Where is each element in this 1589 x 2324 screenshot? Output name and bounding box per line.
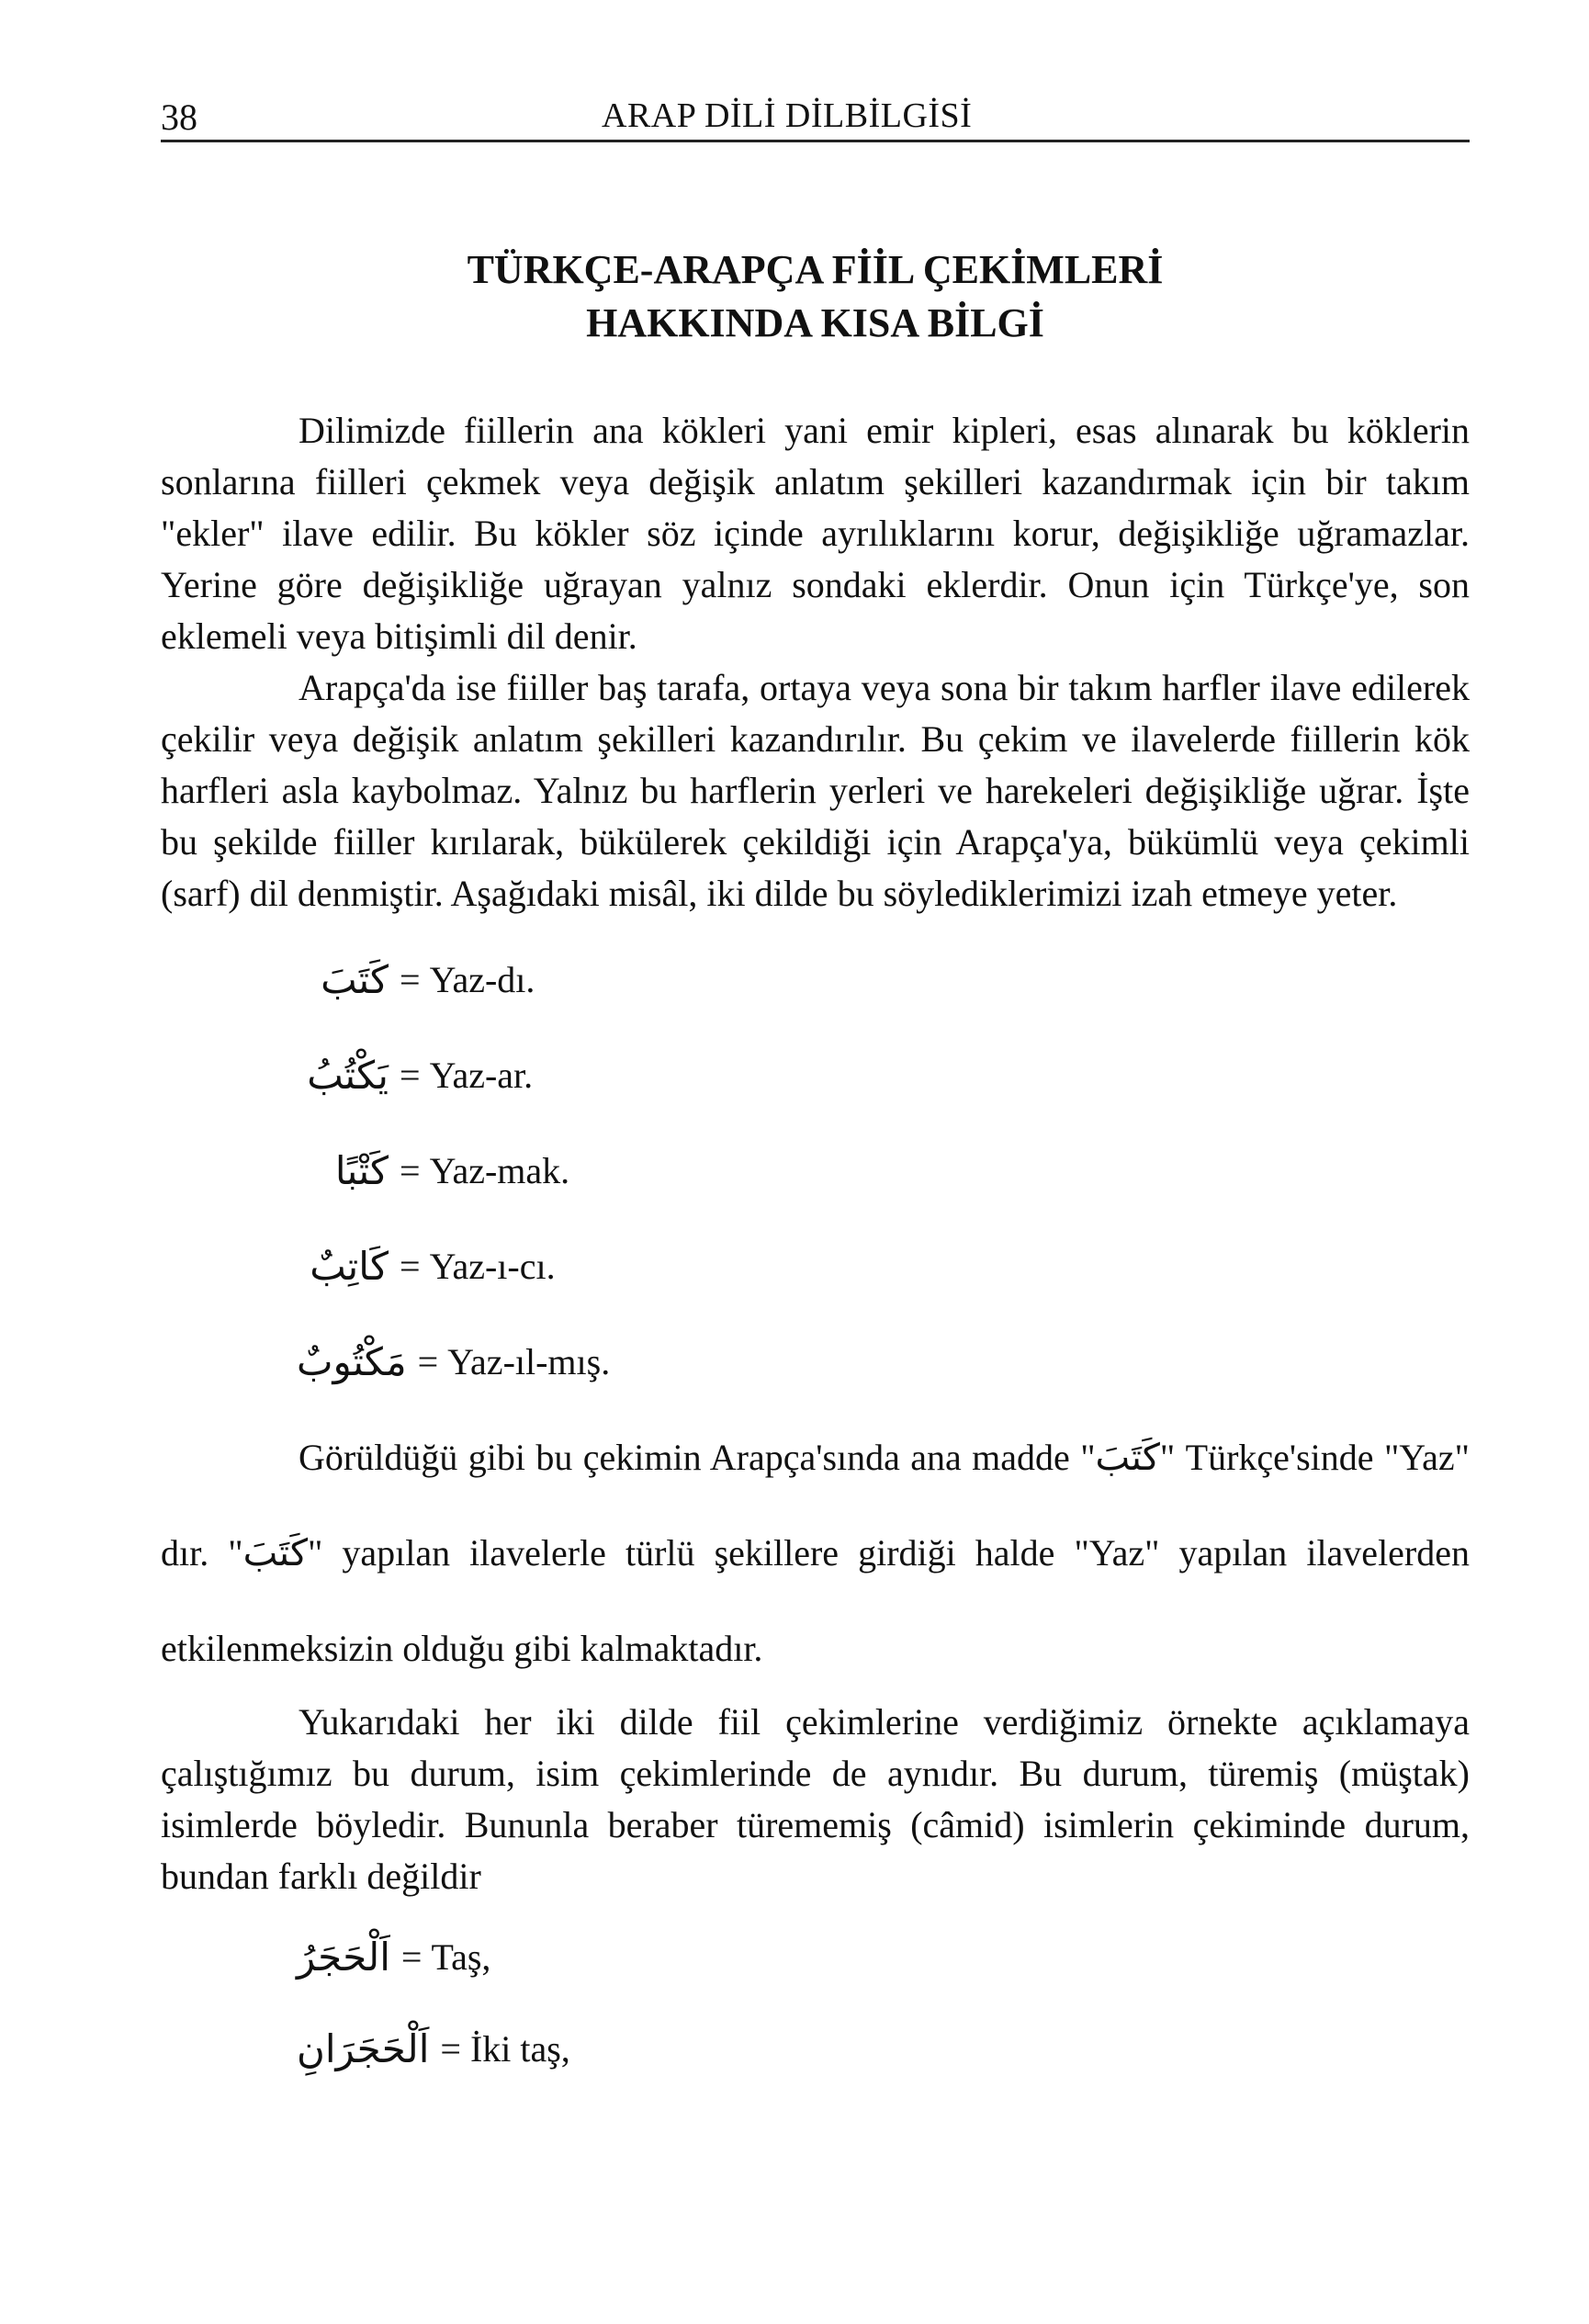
arabic-word: اَلْحَجَرُ	[297, 1935, 390, 1980]
paragraph-3-end: " yapılan ilavelerle türlü şekillere girdiği halde "Yaz" yapılan ilavelerden etkilenmeksizin olduğu gibi kalmaktadır.	[161, 1532, 1471, 1669]
turkish-meaning: Taş,	[431, 1936, 491, 1978]
section-title	[161, 243, 1470, 350]
arabic-word: كَتْبًا	[334, 1148, 389, 1193]
verb-example-row	[297, 1028, 1470, 1123]
verb-example-row	[297, 1219, 1470, 1314]
arabic-word: كَاتِبٌ	[310, 1244, 389, 1289]
paragraph-4: Yukarıdaki her iki dilde fiil çekimlerine verdiğimiz örnekte açıklamaya çalıştığımız bu durum, isim çekimlerinde de aynıdır. Bu durum, türemiş (müştak) isimlerde böyledir. Bununla beraber türememiş (câmid) isimlerin çekiminde durum, bundan farklı değildir	[161, 1701, 1470, 1897]
turkish-meaning: Yaz-dı.	[429, 959, 535, 1000]
paragraph-3-middle: " Türkçe'sinde "Yaz" dır. "	[161, 1437, 1470, 1574]
turkish-meaning: Yaz-mak.	[429, 1150, 570, 1191]
verb-conjugation-examples	[161, 932, 1470, 1410]
equals-sign: =	[400, 1150, 421, 1191]
paragraph-2: Arapça'da ise fiiller baş tarafa, ortaya veya sona bir takım harfler ilave edilerek çekilir veya değişik anlatım şekilleri kazandırılır. Bu çekim ve ilavelerde fiillerin kök harfleri asla kaybolmaz. Yalnız bu harflerin yerleri ve harekeleri değişikliğe uğrar. İşte bu şekilde fiiller kırılarak, bükülerek çekildiği için Arapça'ya, bükümlü veya çekimli (sarf) dil denmiştir. Aşağıdaki misâl, iki dilde bu söylediklerimizi izah etmeye yeter.	[161, 667, 1470, 914]
page-header	[161, 83, 1470, 142]
arabic-word: مَكْتُوبٌ	[297, 1339, 407, 1384]
turkish-meaning: Yaz-ı-cı.	[429, 1246, 556, 1287]
equals-sign: =	[417, 1341, 439, 1382]
noun-example-row	[297, 1912, 1470, 2003]
verb-example-row	[297, 932, 1470, 1028]
running-title: ARAP DİLİ DİLBİLGİSİ	[602, 96, 973, 135]
arabic-word: يَكْتُبُ	[307, 1053, 389, 1098]
turkish-meaning: Yaz-ar.	[429, 1055, 534, 1096]
paragraph-3	[161, 1410, 1470, 1697]
noun-examples	[161, 1912, 1470, 2095]
equals-sign: =	[400, 959, 421, 1000]
section-title-line-1: TÜRKÇE-ARAPÇA FİİL ÇEKİMLERİ	[467, 247, 1164, 292]
arabic-word: كَتَبَ	[321, 957, 389, 1002]
equals-sign: =	[400, 1246, 421, 1287]
equals-sign: =	[400, 1055, 421, 1096]
book-page	[161, 83, 1470, 2095]
equals-sign: =	[440, 2028, 461, 2070]
section-title-line-2: HAKKINDA KISA BİLGİ	[586, 300, 1044, 345]
verb-example-row	[297, 1314, 1470, 1410]
page-number: 38	[161, 96, 197, 138]
arabic-root-inline: كَتَبَ	[242, 1532, 308, 1574]
arabic-word: اَلْحَجَرَانِ	[297, 2026, 430, 2071]
verb-example-row	[297, 1123, 1470, 1219]
paragraph-1: Dilimizde fiillerin ana kökleri yani emir kipleri, esas alınarak bu köklerin sonlarına fiilleri çekmek veya değişik anlatım şekilleri kazandırmak için bir takım "ekler" ilave edilir. Bu kökler söz içinde ayrılıklarını korur, değişikliğe uğramazlar. Yerine göre değişikliğe uğrayan yalnız sondaki eklerdir. Onun için Türkçe'ye, son eklemeli veya bitişimli dil denir.	[161, 410, 1470, 657]
turkish-meaning: Yaz-ıl-mış.	[447, 1341, 611, 1382]
arabic-root-inline: كَتَبَ	[1095, 1437, 1160, 1479]
turkish-meaning: İki taş,	[469, 2028, 570, 2070]
paragraph-3-start: Görüldüğü gibi bu çekimin Arapça'sında ana madde "	[299, 1437, 1096, 1478]
body-text	[161, 405, 1470, 2095]
noun-example-row	[297, 2003, 1470, 2095]
equals-sign: =	[400, 1936, 423, 1978]
